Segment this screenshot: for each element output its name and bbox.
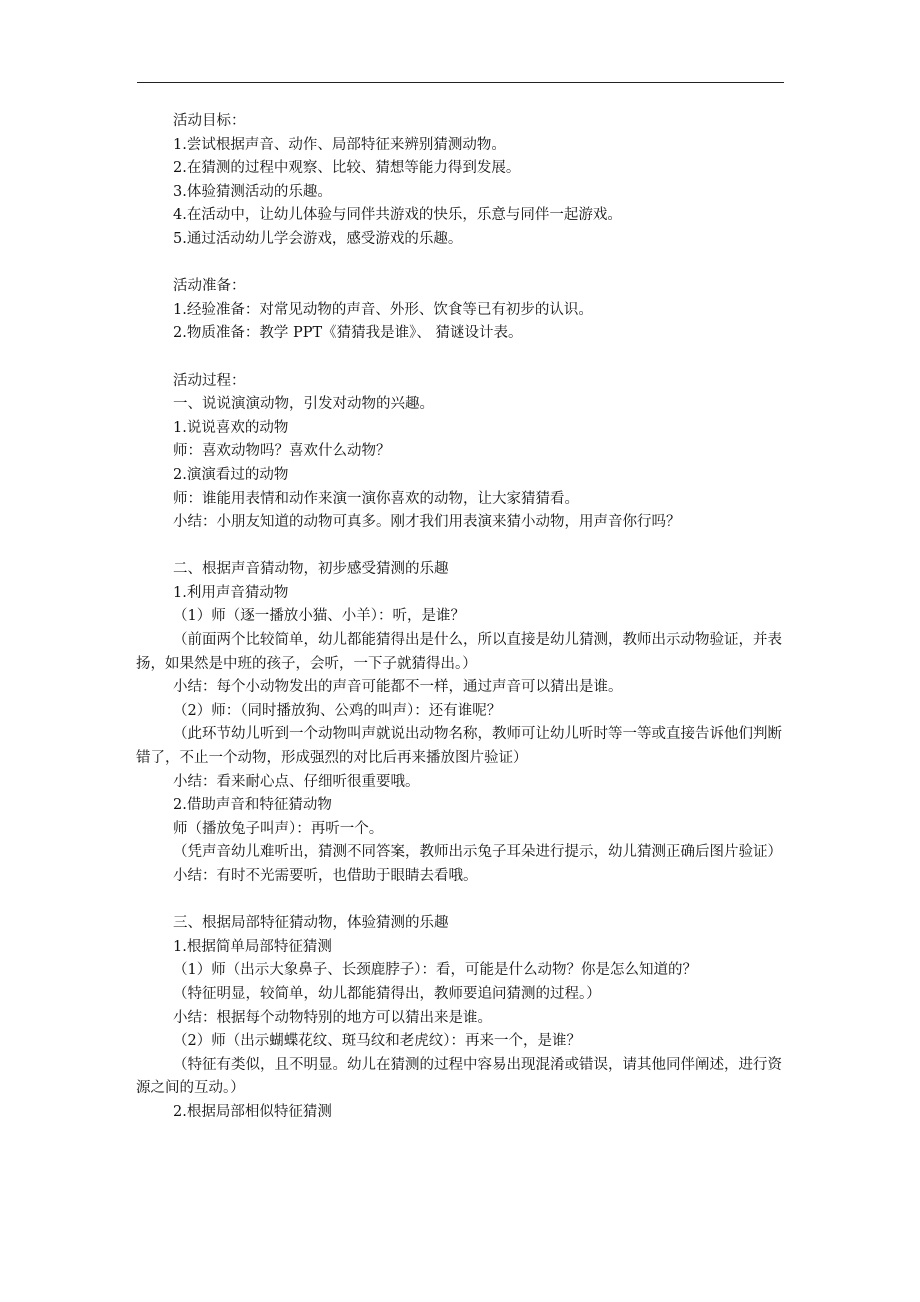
process-line: 1.说说喜欢的动物 (173, 419, 289, 436)
prep-item: 2.物质准备：教学 PPT《猜猜我是谁》、 猜谜设计表。 (173, 325, 523, 342)
process-line: 小结：有时不光需要听，也借助于眼睛去看哦。 (173, 868, 478, 884)
process-line: （2）师：（同时播放狗、公鸡的叫声）：还有谁呢？ (173, 702, 502, 719)
spacer (173, 535, 785, 559)
lesson-plan-content (136, 110, 785, 1125)
process-line: 小结：根据每个动物特别的地方可以猜出来是谁。 (173, 1009, 492, 1026)
spacer (173, 252, 785, 276)
section-heading: 一、说说演演动物，引发对动物的兴趣。 (173, 396, 434, 413)
process-line: （2）师（出示蝴蝶花纹、斑马纹和老虎纹）：再来一个，是谁？ (173, 1033, 581, 1050)
spacer (173, 889, 785, 913)
process-line: 师：喜欢动物吗？喜欢什么动物？ (173, 443, 391, 460)
process-paragraph: （特征有类似，且不明显。幼儿在猜测的过程中容易出现混淆或错误，请其他同伴阐述，进行资源之间的互动。） (136, 1056, 782, 1097)
spacer (173, 346, 785, 370)
goal-item: 2.在猜测的过程中观察、比较、猜想等能力得到发展。 (173, 160, 521, 177)
goal-item: 4.在活动中，让幼儿体验与同伴共游戏的快乐，乐意与同伴一起游戏。 (173, 207, 622, 224)
process-line: （1）师（逐一播放小猫、小羊）：听，是谁？ (173, 608, 465, 625)
process-line: 师：谁能用表情和动作来演一演你喜欢的动物，让大家猜猜看。 (173, 490, 579, 507)
section-heading: 二、根据声音猜动物，初步感受猜测的乐趣 (173, 561, 449, 578)
process-line: 1.根据简单局部特征猜测 (173, 938, 332, 955)
process-title: 活动过程： (173, 372, 246, 389)
process-line: 小结：每个小动物发出的声音可能都不一样，通过声音可以猜出是谁。 (173, 679, 623, 696)
goals-title: 活动目标： (173, 113, 246, 129)
process-paragraph: （前面两个比较简单，幼儿都能猜得出是什么，所以直接是幼儿猜测，教师出示动物验证，并表扬，如果然是中班的孩子，会听，一下子就猜得出。） (136, 632, 782, 672)
prep-title: 活动准备： (173, 278, 246, 295)
process-line: 小结：小朋友知道的动物可真多。刚才我们用表演来猜小动物，用声音你行吗？ (173, 514, 681, 531)
process-paragraph: （此环节幼儿听到一个动物叫声就说出动物名称，教师可让幼儿听时等一等或直接告诉他们判断错了，不止一个动物，形成强烈的对比后再来播放图片验证） (136, 726, 782, 767)
goal-item: 3.体验猜测活动的乐趣。 (173, 183, 332, 200)
process-line: 1.利用声音猜动物 (173, 584, 289, 601)
header-rule (137, 82, 784, 83)
process-line: （特征明显，较简单，幼儿都能猜得出，教师要追问猜测的过程。） (173, 985, 601, 1002)
process-paragraph: （凭声音幼儿难听出，猜测不同答案，教师出示兔子耳朵进行提示，幼儿猜测正确后图片验证） (173, 844, 782, 861)
section-heading: 三、根据局部特征猜动物，体验猜测的乐趣 (173, 915, 449, 932)
process-line: 2.借助声音和特征猜动物 (173, 797, 332, 814)
process-line: 师（播放兔子叫声）：再听一个。 (173, 820, 384, 837)
goal-item: 5.通过活动幼儿学会游戏，感受游戏的乐趣。 (173, 230, 463, 247)
process-line: 2.根据局部相似特征猜测 (173, 1103, 332, 1120)
prep-item: 1.经验准备：对常见动物的声音、外形、饮食等已有初步的认识。 (173, 301, 593, 318)
goal-item: 1.尝试根据声音、动作、局部特征来辨别猜测动物。 (173, 136, 506, 153)
process-line: 2.演演看过的动物 (173, 466, 289, 483)
process-line: 小结：看来耐心点、仔细听很重要哦。 (173, 773, 420, 790)
process-line: （1）师（出示大象鼻子、长颈鹿脖子）：看，可能是什么动物？你是怎么知道的？ (173, 962, 697, 979)
